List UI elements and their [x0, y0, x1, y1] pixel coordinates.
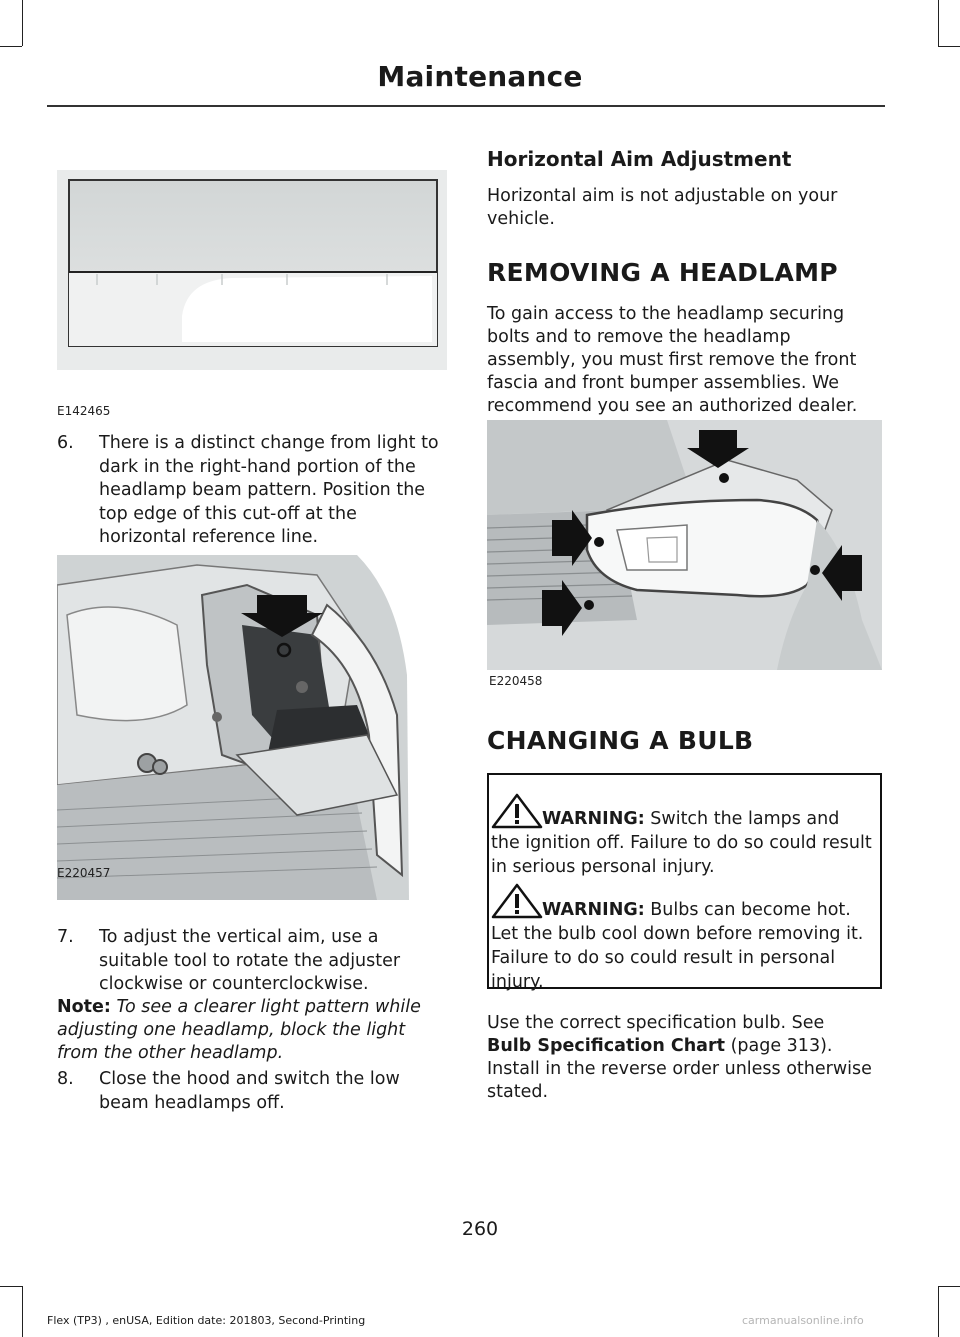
- text-line: fascia and front bumper assemblies. We: [487, 373, 839, 393]
- text-line: bolts and to remove the headlamp: [487, 327, 791, 347]
- step-number: 8.: [57, 1069, 74, 1089]
- step-text-line: To adjust the vertical aim, use a: [99, 927, 379, 947]
- warning-text: Let the bulb cool down before removing it.: [491, 924, 864, 944]
- headlamp-bolts-figure: [487, 420, 882, 670]
- note-text: adjusting one headlamp, block the light: [57, 1020, 406, 1040]
- text-line: Horizontal aim is not adjustable on your: [487, 186, 838, 206]
- warning-1: [491, 807, 881, 879]
- bulb-spec-chart-link[interactable]: Bulb Specification Chart: [487, 1036, 725, 1056]
- step-number: 6.: [57, 433, 74, 453]
- removing-headlamp-text: [487, 303, 887, 418]
- changing-bulb-heading: CHANGING A BULB: [487, 726, 754, 755]
- warning-2: [491, 898, 881, 994]
- crop-mark: [0, 1286, 22, 1287]
- crop-mark: [22, 0, 23, 46]
- step-text-line: suitable tool to rotate the adjuster: [99, 950, 401, 971]
- crop-mark: [22, 1286, 23, 1337]
- step-text-line: beam headlamps off.: [99, 1092, 285, 1113]
- headlamp-adjuster-figure: [57, 555, 447, 900]
- step-text-line: horizontal reference line.: [99, 527, 319, 547]
- step-text-line: headlamp beam pattern. Position the: [99, 480, 426, 500]
- text-line: assembly, you must first remove the front: [487, 350, 857, 370]
- figure-code: E220458: [489, 674, 543, 688]
- beam-pattern-figure: [57, 170, 447, 370]
- figure-code: E220457: [57, 866, 111, 880]
- step-text-line: Close the hood and switch the low: [99, 1069, 400, 1089]
- figure-code: E142465: [57, 404, 111, 418]
- step-number: 7.: [57, 927, 74, 947]
- warning-box: [487, 773, 882, 992]
- warning-text: in serious personal injury.: [491, 857, 715, 877]
- step-7: [57, 926, 457, 998]
- warning-lead: WARNING:: [542, 809, 645, 829]
- step-text-line: top edge of this cut-off at the: [99, 503, 357, 524]
- text-line: stated.: [487, 1082, 549, 1102]
- note-label: Note:: [57, 997, 111, 1017]
- header-rule: [47, 105, 885, 107]
- step-8: [57, 1068, 457, 1118]
- crop-mark: [938, 1286, 939, 1337]
- crop-mark: [938, 46, 960, 47]
- text-line: Use the correct specification bulb. See: [487, 1013, 825, 1033]
- step-text-line: dark in the right-hand portion of the: [99, 456, 416, 477]
- horizontal-aim-text: [487, 185, 887, 231]
- text-line: recommend you see an authorized dealer.: [487, 396, 858, 416]
- warning-text: Bulbs can become hot.: [650, 900, 851, 920]
- page-number: 260: [461, 1218, 499, 1240]
- crop-mark: [938, 1286, 960, 1287]
- warning-lead: WARNING:: [542, 900, 645, 920]
- page-title: Maintenance: [377, 60, 583, 93]
- note-paragraph: [57, 996, 457, 1065]
- note-text: To see a clearer light pattern while: [116, 997, 421, 1017]
- step-6: [57, 432, 457, 552]
- warning-text: the ignition off. Failure to do so could result: [491, 833, 872, 853]
- horizontal-aim-heading: Horizontal Aim Adjustment: [487, 147, 792, 171]
- edition-footer: Flex (TP3) , enUSA, Edition date: 201803, Second-Printing: [47, 1314, 366, 1327]
- text-line: To gain access to the headlamp securing: [487, 304, 845, 324]
- note-text: from the other headlamp.: [57, 1043, 284, 1063]
- warning-text: Failure to do so could result in personal: [491, 948, 836, 968]
- removing-headlamp-heading: REMOVING A HEADLAMP: [487, 258, 838, 287]
- step-text-line: There is a distinct change from light to: [99, 433, 439, 453]
- crop-mark: [938, 0, 939, 46]
- page-reference: (page 313).: [730, 1036, 833, 1056]
- warning-text: Switch the lamps and: [650, 809, 840, 829]
- crop-mark: [0, 46, 22, 47]
- watermark: carmanualsonline.info: [742, 1314, 864, 1327]
- text-line: vehicle.: [487, 209, 555, 229]
- warning-text: injury.: [491, 972, 544, 992]
- text-line: Install in the reverse order unless otherwise: [487, 1059, 872, 1079]
- step-text-line: clockwise or counterclockwise.: [99, 974, 369, 994]
- use-correct-bulb-text: [487, 1012, 887, 1104]
